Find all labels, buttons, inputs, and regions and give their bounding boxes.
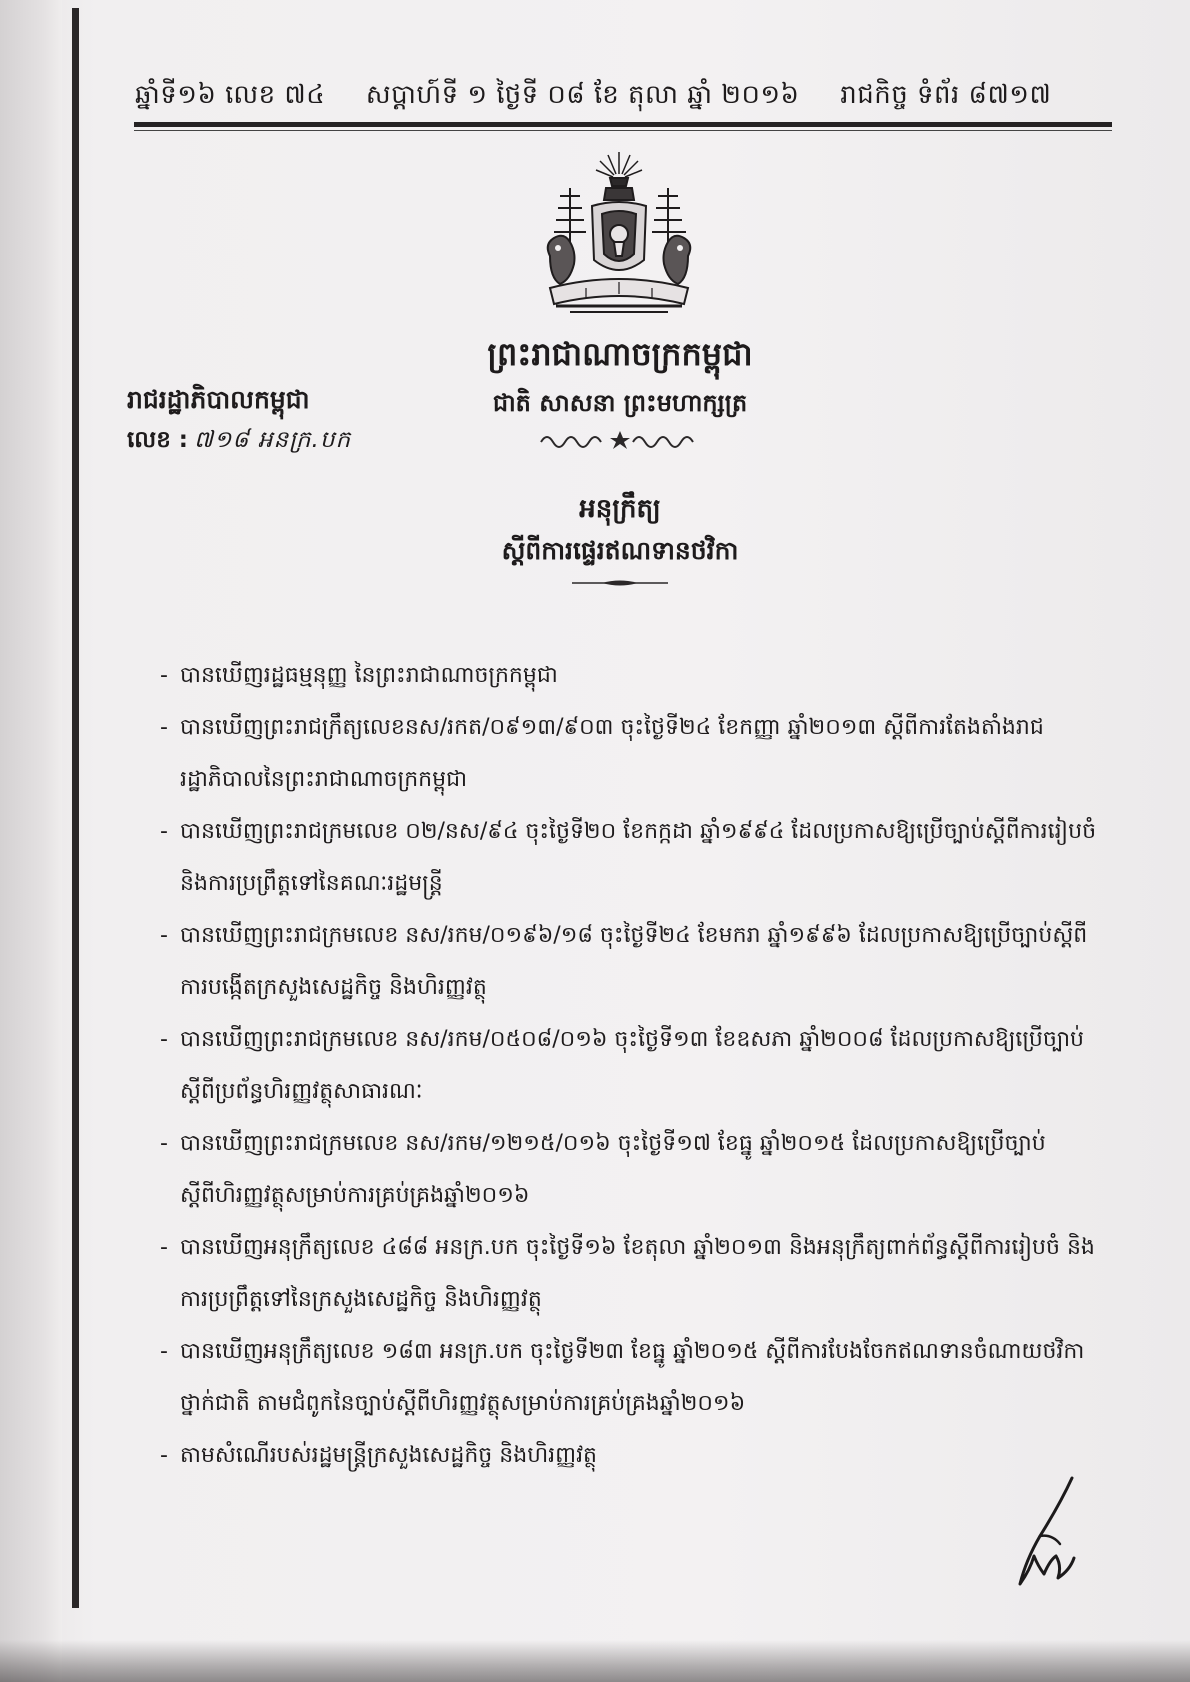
preamble-clause	[160, 910, 1105, 1014]
national-motto: ជាតិ សាសនា ព្រះមហាក្សត្រ	[492, 389, 748, 417]
subject-underline-icon	[572, 578, 668, 588]
preamble-clause-text: - បានឃើញព្រះរាជក្រមលេខ ០២/នស/៩៤ ចុះថ្ងៃទី២០ ខែកក្កដា ឆ្នាំ១៩៩៤ ដែលប្រកាសឱ្យប្រើច្បាប់ស្តីពីការរៀបចំ និងការប្រព្រឹត្តទៅនៃគណៈរដ្ឋមន្ត្រី	[180, 819, 1097, 896]
document-number	[127, 426, 351, 459]
header-gazette-page: រាជកិច្ច ទំព័រ ៨៧១៧	[840, 80, 1052, 110]
header-rule-thin	[134, 130, 1112, 131]
issuing-authority: រាជរដ្ឋាភិបាលកម្ពុជា	[127, 385, 310, 414]
preamble-clause-text: - បានឃើញអនុក្រឹត្យលេខ ៤៨៨ អនក្រ.បក ចុះថ្ងៃទី១៦ ខែតុលា ឆ្នាំ២០១៣ និងអនុក្រឹត្យពាក់ព័ន្ធស្តីពីការរៀបចំ និងការប្រព្រឹត្តទៅនៃក្រសួងសេដ្ឋកិច្ច និងហិរញ្ញវត្ថុ	[180, 1235, 1095, 1312]
preamble-clause-text: - បានឃើញព្រះរាជក្រមលេខ នស/រកម/០១៩៦/១៨ ចុះថ្ងៃទី២៤ ខែមករា ឆ្នាំ១៩៩៦ ដែលប្រកាសឱ្យប្រើច្បាប់ស្តីពីការបង្កើតក្រសួងសេដ្ឋកិច្ច និងហិរញ្ញវត្ថុ	[180, 923, 1088, 1000]
preamble-clause-text: - បានឃើញព្រះរាជក្រមលេខ នស/រកម/១២១៥/០១៦ ចុះថ្ងៃទី១៧ ខែធ្នូ ឆ្នាំ២០១៥ ដែលប្រកាសឱ្យប្រើច្បាប់ស្តីពីហិរញ្ញវត្ថុសម្រាប់ការគ្រប់គ្រងឆ្នាំ២០១៦	[180, 1131, 1046, 1208]
preamble-clause-text: - បានឃើញព្រះរាជក្រមលេខ នស/រកម/០៥០៨/០១៦ ចុះថ្ងៃទី១៣ ខែឧសភា ឆ្នាំ២០០៨ ដែលប្រកាសឱ្យប្រើច្បាប់ស្តីពីប្រព័ន្ធហិរញ្ញវត្ថុសាធារណៈ	[180, 1027, 1085, 1104]
header-year-issue: ឆ្នាំទី១៦ លេខ ៧៤	[135, 80, 326, 110]
preamble-clauses	[160, 650, 1105, 1482]
preamble-clause	[160, 650, 1105, 702]
document-number-value: ៧១៨ អនក្រ.បក	[194, 427, 352, 453]
document-subject: ស្តីពីការផ្ទេរឥណទានថវិកា	[501, 536, 739, 565]
binding-edge	[72, 8, 79, 1608]
decorative-divider-icon	[535, 428, 705, 450]
initials-signature-icon	[1000, 1474, 1088, 1598]
header-week-date: សប្តាហ៍ទី ១ ថ្ងៃទី ០៨ ខែ តុលា ឆ្នាំ ២០១៦	[365, 80, 800, 110]
scan-bottom-edge	[0, 1640, 1190, 1682]
preamble-clause-text: - បានឃើញរដ្ឋធម្មនុញ្ញ នៃព្រះរាជាណាចក្រកម្ពុជា	[180, 663, 558, 688]
royal-arms-emblem-icon	[530, 148, 708, 326]
kingdom-title: ព្រះរាជាណាចក្រកម្ពុជា	[487, 335, 753, 373]
preamble-clause-text: - បានឃើញអនុក្រឹត្យលេខ ១៨៣ អនក្រ.បក ចុះថ្ងៃទី២៣ ខែធ្នូ ឆ្នាំ២០១៥ ស្តីពីការបែងចែកឥណទានចំណាយថវិកាថ្នាក់ជាតិ តាមជំពូកនៃច្បាប់ស្តីពីហិរញ្ញវត្ថុសម្រាប់ការគ្រប់គ្រងឆ្នាំ២០១៦	[180, 1339, 1085, 1416]
document-type-heading: អនុក្រឹត្យ	[579, 494, 661, 524]
document-number-label: លេខ :	[127, 427, 189, 453]
preamble-clause	[160, 1430, 1105, 1482]
binding-shadow	[0, 0, 62, 1682]
preamble-clause	[160, 806, 1105, 910]
preamble-clause	[160, 1014, 1105, 1118]
preamble-clause	[160, 1326, 1105, 1430]
preamble-clause	[160, 702, 1105, 806]
preamble-clause	[160, 1222, 1105, 1326]
header-rule	[134, 122, 1112, 127]
preamble-clause	[160, 1118, 1105, 1222]
preamble-clause-text: - តាមសំណើរបស់រដ្ឋមន្ត្រីក្រសួងសេដ្ឋកិច្ច និងហិរញ្ញវត្ថុ	[180, 1443, 598, 1468]
preamble-clause-text: - បានឃើញព្រះរាជក្រឹត្យលេខនស/រកត/០៩១៣/៩០៣ ចុះថ្ងៃទី២៤ ខែកញ្ញា ឆ្នាំ២០១៣ ស្តីពីការតែងតាំងរាជរដ្ឋាភិបាលនៃព្រះរាជាណាចក្រកម្ពុជា	[180, 715, 1044, 792]
gazette-running-header	[135, 78, 1110, 116]
